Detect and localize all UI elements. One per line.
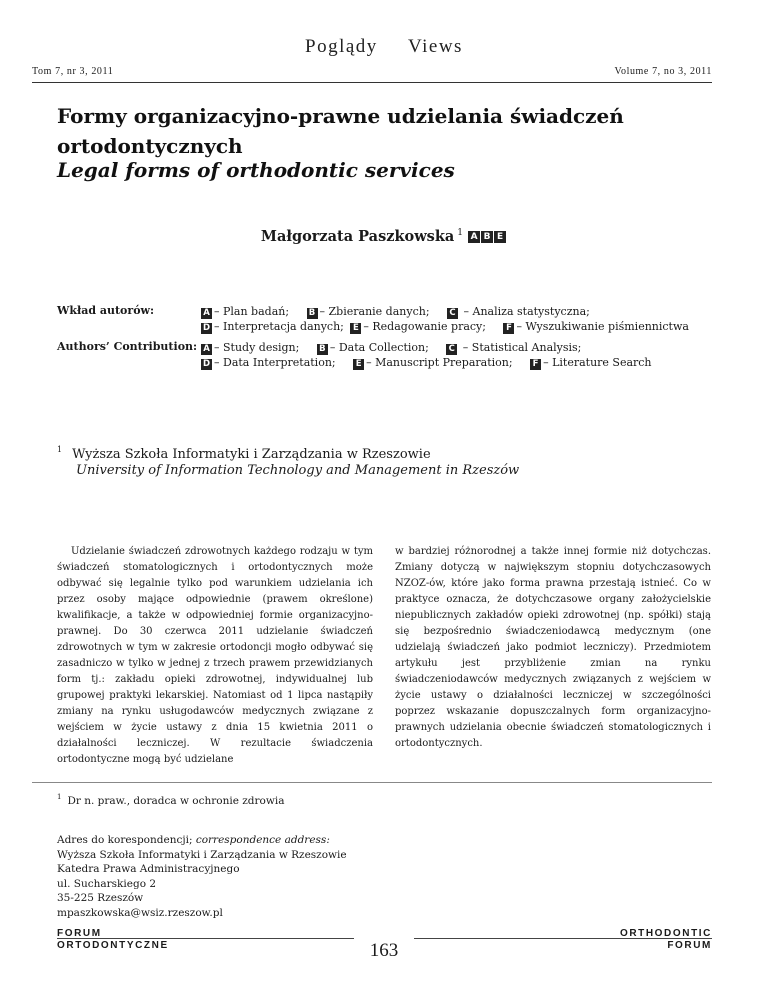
contribution-en xyxy=(201,340,666,370)
contribution-label-en: Authors’ Contribution: xyxy=(57,340,198,353)
contribution-item xyxy=(353,356,512,369)
contribution-text: – Manuscript Preparation; xyxy=(366,356,513,369)
contribution-label-pl: Wkład autorów: xyxy=(57,304,155,317)
contribution-item xyxy=(201,356,336,369)
contribution-item xyxy=(530,356,651,369)
contribution-code-badge: C xyxy=(446,344,457,355)
correspondence-heading xyxy=(57,833,347,848)
volume-pl: Tom 7, nr 3, 2011 xyxy=(32,66,114,77)
contribution-item xyxy=(503,320,688,333)
section-label-pl: Poglądy xyxy=(305,36,378,57)
footnote xyxy=(57,793,284,807)
contribution-pl-line1 xyxy=(201,304,703,319)
contribution-pl-line2 xyxy=(201,319,703,334)
affiliation-en: University of Information Technology and Management in Rzeszów xyxy=(76,463,520,478)
correspondence-email: mpaszkowska@wsiz.rzeszow.pl xyxy=(57,906,223,919)
abstract-column-left: Udzielanie świadczeń zdrowotnych każdego rodzaju w tym świadczeń stomatologicznych i ortodontycznych może odbywać się legalnie tylko pod warunkiem udzielania ich przez osoby mające odpowiednie (prawem określone) kwalifikacje, a także w odpowiedniej formie organizacyjno-prawnej. Do 30 czerwca 2011 udzielanie świadczeń zdrowotnych w tym w zakresie ortodoncji mogło odbywać się zasadniczo w tylko w jednej z trzech prawem przewidzianych form tj.: zakładu opieki zdrowotnej, indywidualnej lub grupowej praktyki lekarskiej. Natomiast od 1 lipca nastąpiły zmiany na rynku usługodawców medycznych związane z wejściem w życie ustawy z dnia 15 kwietnia 2011 o działalności leczniczej. W rezultacie świadczenia ortodontyczne mogą być udzielane xyxy=(57,546,373,765)
contribution-code-badge: F xyxy=(503,323,514,334)
correspondence-label-en: correspondence address: xyxy=(195,834,330,846)
contribution-text: – Wyszukiwanie piśmiennictwa xyxy=(516,320,689,333)
contribution-text: – Statistical Analysis; xyxy=(459,341,582,354)
contribution-item xyxy=(317,341,429,354)
footnote-text: Dr n. praw., doradca w ochronie zdrowia xyxy=(67,795,285,807)
contribution-code-badge: D xyxy=(202,323,211,333)
page-number: 163 xyxy=(369,940,399,961)
journal-name-en-line2: FORUM xyxy=(667,940,712,951)
affiliation-mark: 1 xyxy=(57,445,63,454)
affiliation xyxy=(57,442,519,479)
affiliation-pl: Wyższa Szkoła Informatyki i Zarządzania w Rzeszowie xyxy=(72,447,431,462)
correspondence-line: Katedra Prawa Administracyjnego xyxy=(57,863,240,875)
contribution-text: – Literature Search xyxy=(543,356,652,369)
contribution-code-badge: F xyxy=(530,359,541,370)
section-label-en: Views xyxy=(408,36,463,57)
contribution-pl xyxy=(201,304,703,334)
author-role-badge: A xyxy=(468,231,480,243)
contribution-code-badge: B xyxy=(317,344,328,355)
abstract-column-right: w bardziej różnorodnej a także innej formie niż dotychczas. Zmiany dotyczą w największym stopniu dotychczasowych NZOZ-ów, które jako forma prawna przestają istnieć. Co w praktyce oznacza, że dotychczasowe organy założycielskie niepublicznych zakładów opieki zdrowotnej (np. spółki) stają się bezpośrednio świadczeniodawcą medycznym (one udzielają świadczeń jako podmiot leczniczy). Przedmiotem artykułu jest przybliżenie zmian na rynku świadczeniodawców medycznych związanych z wejściem w życie ustawy o działalności leczniczej w szczególności poprzez wskazanie dopuszczalnych form organizacyjno-prawnych udzielania obecnie świadczeń stomatologicznych i ortodontycznych. xyxy=(395,546,711,749)
contribution-code-badge: E xyxy=(353,359,364,370)
contribution-code-badge: B xyxy=(307,308,318,319)
contribution-text: – Zbieranie danych; xyxy=(319,305,430,318)
correspondence-line: 35-225 Rzeszów xyxy=(57,892,144,904)
contribution-code-badge: A xyxy=(201,308,212,319)
correspondence-line: Wyższa Szkoła Informatyki i Zarządzania w Rzeszowie xyxy=(57,848,347,861)
contribution-code-badge: D xyxy=(202,359,211,369)
author-line xyxy=(0,228,768,245)
author-role-badge: B xyxy=(481,231,493,243)
contribution-text: – Interpretacja danych; xyxy=(214,320,344,333)
contribution-item xyxy=(447,305,590,318)
contribution-item xyxy=(307,305,430,318)
footnote-rule xyxy=(32,782,712,783)
contribution-item xyxy=(201,320,344,333)
footnote-mark: 1 xyxy=(57,793,62,801)
journal-name-pl-line2: ORTODONTYCZNE xyxy=(57,940,169,951)
contribution-en-line2 xyxy=(201,355,666,370)
title-pl: Formy organizacyjno-prawne udzielania świadczeń ortodontycznych xyxy=(57,104,624,158)
author-role-badge: E xyxy=(494,231,506,243)
author-name: Małgorzata Paszkowska xyxy=(260,228,455,245)
correspondence-label-pl: Adres do korespondencji; xyxy=(57,834,196,846)
journal-name-pl-line1: FORUM xyxy=(57,928,102,939)
contribution-text: – Data Interpretation; xyxy=(214,356,336,369)
contribution-text: – Analiza statystyczna; xyxy=(460,305,590,318)
journal-name-en-line1: ORTHODONTIC xyxy=(619,928,712,939)
correspondence-line: ul. Sucharskiego 2 xyxy=(57,877,157,890)
volume-en: Volume 7, no 3, 2011 xyxy=(614,66,712,77)
correspondence-block xyxy=(57,833,347,920)
contribution-item xyxy=(446,341,581,354)
contribution-en-line1 xyxy=(201,340,666,355)
journal-name-en xyxy=(620,928,712,952)
contribution-text: – Data Collection; xyxy=(329,341,429,354)
contribution-text: – Redagowanie pracy; xyxy=(363,320,486,333)
header-rule xyxy=(32,82,712,83)
contribution-item xyxy=(201,305,289,318)
title-en: Legal forms of orthodontic services xyxy=(57,158,455,182)
contribution-item xyxy=(201,341,299,354)
contribution-code-badge: C xyxy=(447,308,458,319)
running-header xyxy=(0,36,768,58)
contribution-text: – Study design; xyxy=(214,341,300,354)
contribution-code-badge: A xyxy=(201,344,212,355)
contribution-text: – Plan badań; xyxy=(214,305,290,318)
contribution-code-badge: E xyxy=(350,323,361,334)
contribution-item xyxy=(350,320,486,333)
author-affiliation-mark: 1 xyxy=(457,228,464,238)
